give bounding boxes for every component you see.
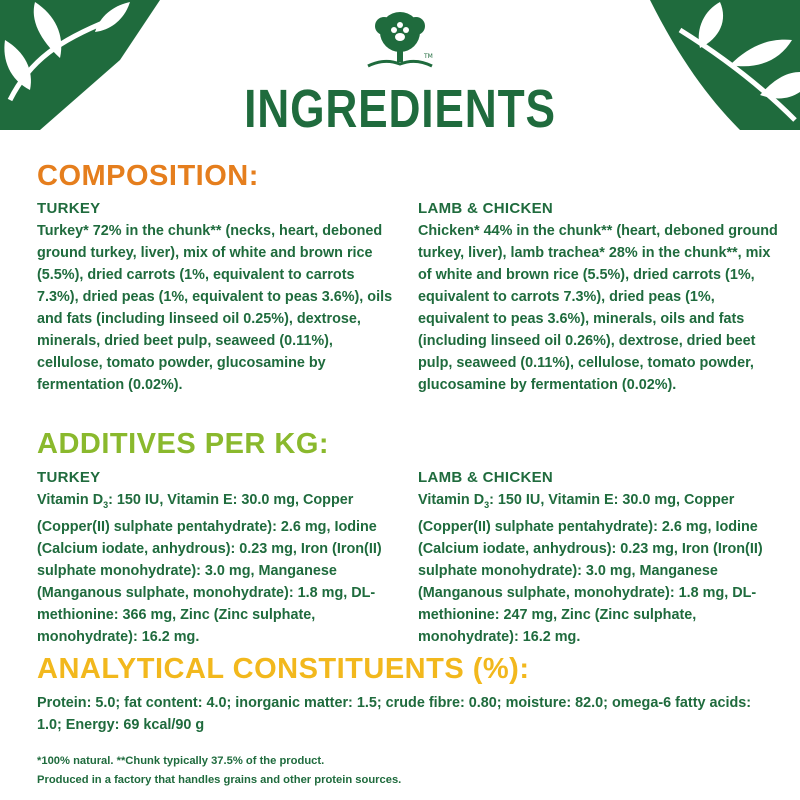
composition-lamb-chicken-title: LAMB & CHICKEN	[418, 200, 554, 217]
additives-lamb-chicken-title: LAMB & CHICKEN	[418, 469, 554, 486]
analytical-text: Protein: 5.0; fat content: 4.0; inorganic matter: 1.5; crude fibre: 0.80; moisture: 82.0; omega-6 fatty acids: 1.0; Energy: 69 kcal/90 g	[37, 695, 752, 733]
vitamin-d-subscript: 3	[103, 499, 109, 510]
additives-lamb-chicken-body: : 150 IU, Vitamin E: 30.0 mg, Copper (Copper(II) sulphate pentahydrate): 2.6 mg, Iodine (Calcium iodate, anhydrous): 0.23 mg, Iron (Iron(II) sulphate monohydrate): 3.0 mg, Manganese (Manganous sulphate, monohydrate): 1.8 mg, DL-methionine: 247 mg, Zinc (Zinc sulphate, monohydrate): 16.2 mg.	[418, 492, 763, 645]
vitamin-d-label: Vitamin D	[37, 492, 104, 508]
composition-turkey-text: Turkey* 72% in the chunk** (necks, heart, deboned ground turkey, liver), mix of white and brown rice (5.5%), dried carrots (1%, equivalent to carrots 7.3%), dried peas (1%, equivalent to peas 3.6%), oils and fats (including linseed oil 0.25%), dextrose, minerals, dried beet pulp, seaweed (0.11%), cellulose, tomato powder, glucosamine by fermentation (0.02%).	[37, 223, 393, 393]
footnotes	[37, 752, 777, 790]
composition-turkey	[37, 200, 397, 396]
tree-with-paws-logo	[360, 8, 440, 74]
logo-trademark: TM	[424, 53, 433, 60]
vitamin-d-subscript: 3	[484, 499, 490, 510]
composition-heading: COMPOSITION:	[37, 160, 259, 192]
additives-lamb-chicken	[418, 469, 786, 648]
footnote-natural: *100% natural. **Chunk typically 37.5% of the product.	[37, 755, 325, 767]
composition-lamb-chicken-text: Chicken* 44% in the chunk** (heart, deboned ground turkey, liver), lamb trachea* 28% in the chunk**, mix of white and brown rice (5.5%), dried carrots (1%, equivalent to carrots 7.3%), dried peas (1%, equivalent to peas 3.6%), minerals, oils and fats (including linseed oil 0.26%), dextrose, dried beet pulp, seaweed (0.11%), cellulose, tomato powder, glucosamine by fermentation (0.02%).	[418, 223, 778, 393]
additives-heading: ADDITIVES PER KG:	[37, 428, 330, 460]
page-title: INGREDIENTS	[244, 79, 556, 139]
additives-turkey	[37, 469, 397, 648]
composition-lamb-chicken	[418, 200, 786, 396]
footnote-factory: Produced in a factory that handles grains and other protein sources.	[37, 774, 402, 786]
analytical-heading: ANALYTICAL CONSTITUENTS (%):	[37, 653, 530, 685]
additives-turkey-body: : 150 IU, Vitamin E: 30.0 mg, Copper (Copper(II) sulphate pentahydrate): 2.6 mg, Iodine (Calcium iodate, anhydrous): 0.23 mg, Iron (Iron(II) sulphate monohydrate): 3.0 mg, Manganese (Manganous sulphate, monohydrate): 1.8 mg, DL-methionine: 366 mg, Zinc (Zinc sulphate, monohydrate): 16.2 mg.	[37, 492, 382, 645]
composition-turkey-title: TURKEY	[37, 200, 101, 217]
additives-turkey-title: TURKEY	[37, 469, 101, 486]
additives-lamb-chicken-text	[418, 489, 786, 648]
vitamin-d-label: Vitamin D	[418, 492, 485, 508]
additives-turkey-text	[37, 489, 397, 648]
